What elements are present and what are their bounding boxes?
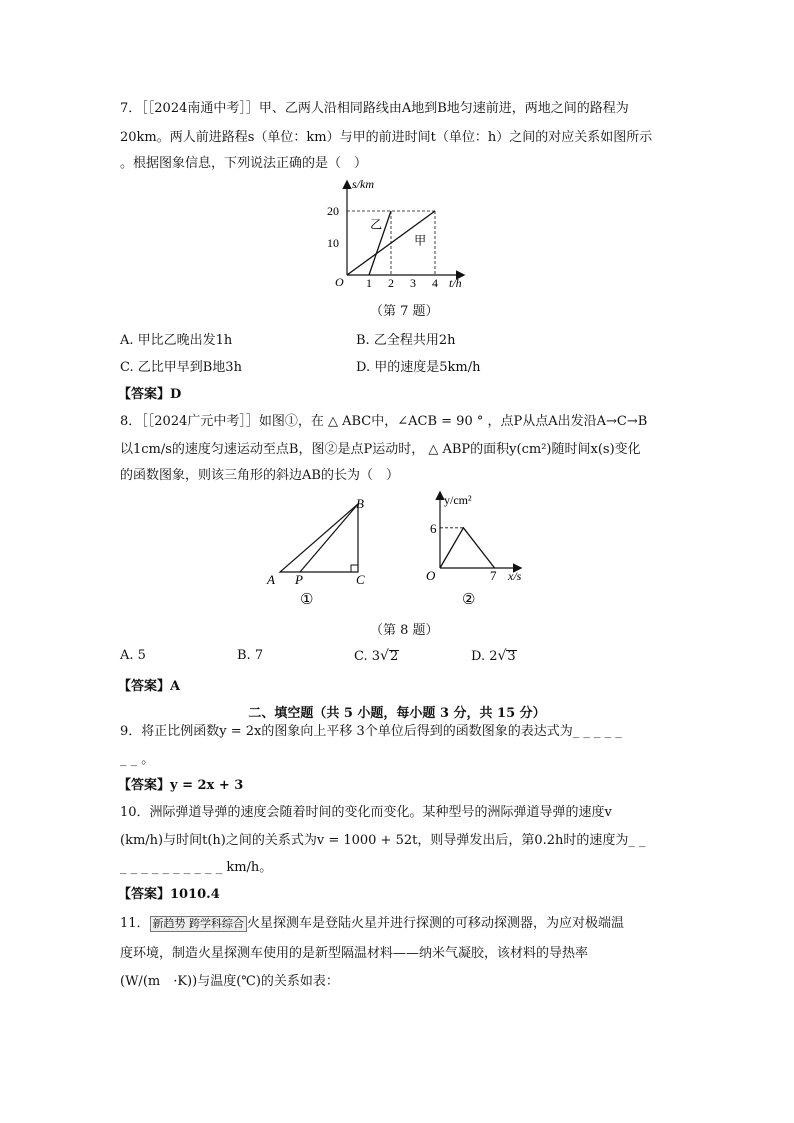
q8-ylabel: y/cm²: [444, 493, 472, 507]
q8-xlabel: x/s: [508, 569, 522, 583]
q10-stem-line2: (km/h)与时间t(h)之间的关系式为v = 1000 + 52t，则导弹发出后，第0.2h时的速度为_ _: [120, 833, 646, 848]
q8-stem-line1: 8．［［2024广元中考］］如图①，在 △ ABC中，∠ACB = 90 ° ，点P从点A出发沿A→C→B: [120, 414, 648, 429]
q7-x-tick-3: 3: [410, 276, 416, 290]
q8-figure2-chart: [420, 488, 540, 610]
q10-stem-line3: _ _ _ _ _ _ _ _ _ _ km/h。: [120, 860, 273, 875]
q9-stem-line1: 9．将正比例函数y = 2x的图象向上平移 3个单位后得到的函数图象的表达式为_ _ _ _ _: [120, 724, 622, 739]
q8-point-c: C: [356, 572, 365, 587]
q11-line1-text: 火星探测车是登陆火星并进行探测的可移动探测器，为应对极端温: [247, 916, 625, 931]
q7-chart: [325, 172, 475, 294]
q8-peak-tick: 6: [430, 521, 437, 536]
q7-option-c[interactable]: C. 乙比甲早到B地3h: [120, 360, 242, 375]
q9-stem-line2: _ _ 。: [120, 752, 155, 767]
q7-series-label-jia: 甲: [414, 233, 427, 248]
q7-option-a[interactable]: A. 甲比乙晚出发1h: [120, 333, 233, 348]
q11-trend-badge: 新趋势 跨学科综合: [150, 916, 248, 932]
q8-figure1-triangle: [260, 492, 380, 610]
q8-point-b: B: [356, 496, 364, 511]
q8-fig1-number: ①: [300, 592, 314, 608]
q7-y-tick-20: 20: [327, 204, 339, 218]
q7-ylabel: s/km: [352, 177, 374, 191]
q8-area-line: [440, 528, 495, 568]
q8-option-b[interactable]: B. 7: [237, 648, 264, 663]
q9-answer: 【答案】y = 2x + 3: [118, 778, 244, 793]
q8-answer: 【答案】A: [118, 679, 181, 694]
q8-fig2-number: ②: [462, 592, 476, 608]
q7-xlabel: t/h: [449, 276, 462, 290]
q8-point-a: A: [267, 572, 275, 587]
q7-option-d[interactable]: D. 甲的速度是5km/h: [356, 360, 481, 375]
q10-answer: 【答案】1010.4: [118, 887, 220, 902]
q8-caption: （第 8 题）: [370, 623, 439, 638]
q7-x-tick-2: 2: [388, 276, 394, 290]
q7-x-tick-4: 4: [432, 276, 438, 290]
q7-origin: O: [335, 275, 344, 289]
section-heading: 二、填空题（共 5 小题，每小题 3 分，共 15 分）: [248, 706, 546, 721]
q11-stem-line3: (W/(m ·K))与温度(℃)的关系如表：: [120, 974, 339, 989]
q7-x-tick-1: 1: [366, 276, 372, 290]
q8-point-p: P: [295, 572, 303, 587]
q7-caption: （第 7 题）: [370, 304, 439, 319]
q7-y-tick-10: 10: [327, 236, 339, 250]
q8-option-a[interactable]: A. 5: [120, 648, 146, 663]
q7-series-label-yi: 乙: [370, 217, 383, 232]
q11-stem-line1: [120, 912, 624, 932]
q8-end-tick: 7: [490, 568, 497, 583]
q8-stem-line3: 的函数图象，则该三角形的斜边AB的长为（ ）: [120, 468, 399, 483]
q8-option-c[interactable]: C. 3√2: [354, 648, 399, 664]
q11-stem-line2: 度环境，制造火星探测车使用的是新型隔温材料——纳米气凝胶，该材料的导热率: [120, 946, 589, 961]
q7-option-b[interactable]: B. 乙全程共用2h: [356, 333, 456, 348]
q8-option-d[interactable]: D. 2√3: [471, 648, 516, 664]
q8-origin: O: [426, 568, 436, 583]
q7-stem-line2: 20km。两人前进路程s（单位：km）与甲的前进时间t（单位：h）之间的对应关系如图所示: [120, 130, 653, 145]
q11-number: 11．: [120, 916, 150, 931]
q7-stem-line1: 7．［［2024南通中考］］甲、乙两人沿相同路线由A地到B地匀速前进，两地之间的路程为: [120, 101, 629, 116]
q10-stem-line1: 10．洲际弹道导弹的速度会随着时间的变化而变化。某种型号的洲际弹道导弹的速度v: [120, 805, 612, 820]
q7-answer: 【答案】D: [118, 387, 182, 402]
q7-stem-line3: 。根据图象信息，下列说法正确的是（ ）: [120, 156, 368, 171]
q8-stem-line2: 以1cm/s的速度匀速运动至点B，图②是点P运动时， △ ABP的面积y(cm²)随时间x(s)变化: [120, 442, 641, 457]
